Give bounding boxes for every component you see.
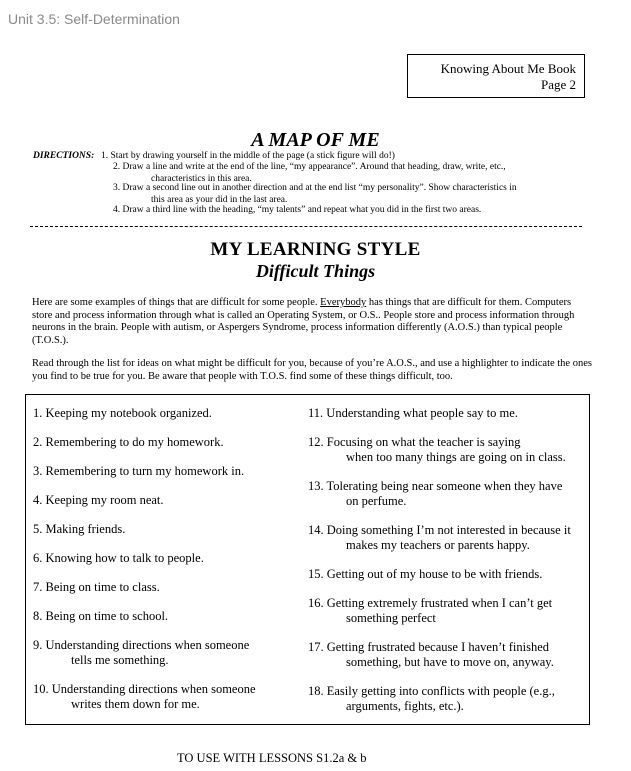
list-item-text: 2. Remembering to do my homework. xyxy=(33,435,224,449)
list-item-text: 14. Doing something I’m not interested in because it xyxy=(308,523,571,537)
direction-text: 1. Start by drawing yourself in the middle of the page (a stick figure will do!) xyxy=(101,151,395,161)
list-item xyxy=(33,522,125,537)
list-item-text: 4. Keeping my room neat. xyxy=(33,493,164,507)
list-item-text: 5. Making friends. xyxy=(33,522,126,536)
direction-item xyxy=(113,205,481,217)
list-item-text: 17. Getting frustrated because I haven’t finished xyxy=(308,640,550,654)
list-item-text: 7. Being on time to class. xyxy=(33,580,160,594)
list-item-text-cont: when too many things are going on in class. xyxy=(346,450,566,464)
map-title: A MAP OF ME xyxy=(251,129,380,151)
list-item xyxy=(308,406,518,421)
difficult-things-list xyxy=(25,394,590,725)
lessons-footer: TO USE WITH LESSONS S1.2a & b xyxy=(177,751,367,765)
list-item xyxy=(33,682,256,712)
intro-paragraph xyxy=(32,297,592,347)
book-page-box xyxy=(407,54,585,98)
list-item xyxy=(308,596,552,626)
list-item xyxy=(33,493,164,508)
learning-style-subtitle: Difficult Things xyxy=(255,261,376,281)
list-item-text-cont: on perfume. xyxy=(346,494,407,508)
list-item-text-cont: makes my teachers or parents happy. xyxy=(346,538,530,552)
unit-header: Unit 3.5: Self-Determination xyxy=(8,11,180,27)
list-item xyxy=(308,567,542,582)
list-item xyxy=(33,435,224,450)
list-item-text: 18. Easily getting into conflicts with people (e.g., xyxy=(308,684,555,698)
direction-item xyxy=(113,183,517,206)
list-item-text: 13. Tolerating being near someone when they have xyxy=(308,479,563,493)
intro-text-after: has things that are difficult for them. Computers store and process information through what is called an Operating System, or O.S.. People store and process information through neurons in the brain. People with autism, or Aspergers Syndrome, process information differently (A.O.S.) than typical people (T.O.S.). xyxy=(32,297,575,346)
list-item xyxy=(33,580,160,595)
list-item xyxy=(33,609,168,624)
list-item xyxy=(308,684,555,714)
direction-text: 4. Draw a third line with the heading, “my talents” and repeat what you did in the first two areas. xyxy=(113,205,482,215)
directions-label: DIRECTIONS: xyxy=(33,151,95,161)
direction-item xyxy=(113,162,506,185)
direction-text: 3. Draw a second line out in another direction and at the end list “my personality”. Show characteristics in xyxy=(113,183,517,193)
list-item-text: 1. Keeping my notebook organized. xyxy=(33,406,212,420)
list-item xyxy=(308,479,562,509)
book-title: Knowing About Me Book xyxy=(440,61,576,76)
list-item-text-cont: something, but have to move on, anyway. xyxy=(346,655,554,669)
book-page-number: Page 2 xyxy=(540,77,576,92)
list-item-text: 12. Focusing on what the teacher is saying xyxy=(308,435,521,449)
section-divider xyxy=(30,226,582,227)
intro-text-underlined: Everybody xyxy=(320,297,367,308)
list-item-text: 11. Understanding what people say to me. xyxy=(308,406,518,420)
list-item-text: 10. Understanding directions when someone xyxy=(33,682,256,696)
list-item xyxy=(33,551,204,566)
list-item-text-cont: arguments, fights, etc.). xyxy=(346,699,464,713)
list-item-text-cont: writes them down for me. xyxy=(71,697,200,711)
list-item-text-cont: something perfect xyxy=(346,611,436,625)
list-item xyxy=(33,638,249,668)
list-item-text: 9. Understanding directions when someone xyxy=(33,638,250,652)
learning-style-title: MY LEARNING STYLE xyxy=(210,239,421,260)
list-item-text: 6. Knowing how to talk to people. xyxy=(33,551,204,565)
list-item xyxy=(308,523,571,553)
direction-text-cont: this area as your did in the last area. xyxy=(151,194,288,205)
list-item-text-cont: tells me something. xyxy=(71,653,169,667)
list-item-text: 16. Getting extremely frustrated when I can’t get xyxy=(308,596,553,610)
list-item xyxy=(33,464,244,479)
instructions-paragraph: Read through the list for ideas on what might be difficult for you, because of you’re A.O.S., and use a highlighter to indicate the ones you find to be true for you. Be aware that people with T.O.S. find some of these things difficult, too. xyxy=(32,358,592,382)
list-item xyxy=(308,435,566,465)
direction-item xyxy=(101,151,395,163)
list-item-text: 15. Getting out of my house to be with friends. xyxy=(308,567,543,581)
list-item xyxy=(33,406,212,421)
intro-text-before: Here are some examples of things that are difficult for some people. xyxy=(32,297,321,308)
list-item-text: 8. Being on time to school. xyxy=(33,609,169,623)
list-item xyxy=(308,640,554,670)
list-item-text: 3. Remembering to turn my homework in. xyxy=(33,464,245,478)
direction-text: 2. Draw a line and write at the end of the line, “my appearance”. Around that heading, draw, write, etc., xyxy=(113,162,506,172)
direction-text-cont: characteristics in this area. xyxy=(151,173,252,184)
